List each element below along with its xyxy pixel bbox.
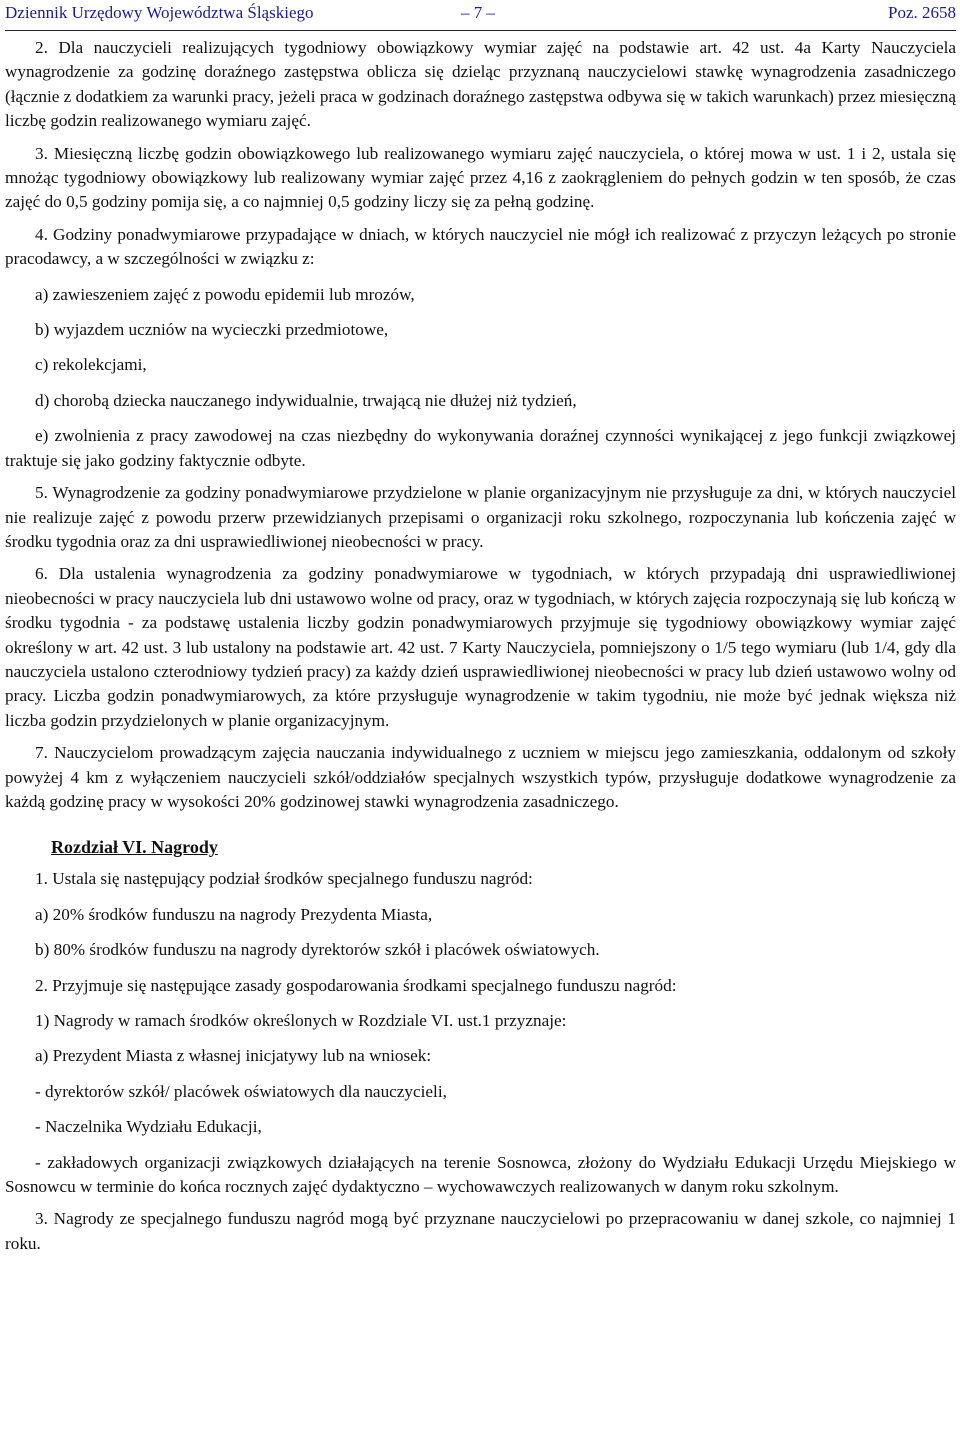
list-item-4a: a) zawieszeniem zajęć z powodu epidemii lub mrozów,: [35, 284, 415, 304]
list-item-4e: e) zwolnienia z pracy zawodowej na czas niezbędny do wykonywania doraźnej czynności wynikającej z jego funkcji związkowej traktuje się jako godziny faktycznie odbyte.: [5, 426, 956, 470]
document-body: [5, 31, 956, 1256]
journal-title: Dziennik Urzędowy Województwa Śląskiego: [5, 3, 314, 22]
chapter-dash-item-head: - Naczelnika Wydziału Edukacji,: [35, 1117, 262, 1137]
paragraph-3: 3. Miesięczną liczbę godzin obowiązkowego lub realizowanego wymiaru zajęć nauczyciela, o której mowa w ust. 1 i 2, ustala się mnożąc tygodniowy obowiązkowy lub realizowany wymiar zajęć przez 4,16 z zaokrągleniem do pełnych godzin w ten sposób, że czas zajęć do 0,5 godziny pomija się, a co najmniej 0,5 godziny liczy się za pełną godzinę.: [5, 143, 956, 212]
page-number: – 7 –: [461, 3, 495, 22]
chapter-heading: Rozdział VI. Nagrody: [51, 837, 218, 858]
list-item-4b: b) wyjazdem uczniów na wycieczki przedmiotowe,: [35, 320, 389, 340]
chapter-item-1: 1. Ustala się następujący podział środków specjalnego funduszu nagród:: [35, 869, 533, 889]
chapter-dash-item-directors: - dyrektorów szkół/ placówek oświatowych dla nauczycieli,: [35, 1081, 447, 1101]
chapter-item-2-1: 1) Nagrody w ramach środków określonych w Rozdziale VI. ust.1 przyznaje:: [35, 1011, 567, 1030]
list-item-4d: d) chorobą dziecka nauczanego indywidualnie, trwającą nie dłużej niż tydzień,: [35, 390, 577, 410]
paragraph-6: 6. Dla ustalenia wynagrodzenia za godziny ponadwymiarowe w tygodniach, w których przypadają dni usprawiedliwionej nieobecności w pracy nauczyciela lub dni ustawowo wolne od pracy, oraz w tygodniach, w których zajęcia rozpoczynają się lub kończą w środku tygodnia - za podstawę ustalenia liczby godzin ponadwymiarowych przyjmuje się tygodniowy obowiązkowy wymiar zajęć określony w art. 42 ust. 3 lub ustalony na podstawie art. 42 ust. 7 Karty Nauczyciela, pomniejszony o 1/5 tego wymiaru (lub 1/4, gdy dla nauczyciela ustalono czterodniowy tydzień pracy) za każdy dzień usprawiedliwionej nieobecności w pracy lub dzień ustawowo wolny od pracy. Liczba godzin ponadwymiarowych, za które przysługuje wynagrodzenie w takim tygodniu, nie może być jednak większa niż liczba godzin przydzielonych w planie organizacyjnym.: [5, 564, 956, 730]
paragraph-5: 5. Wynagrodzenie za godziny ponadwymiarowe przydzielone w planie organizacyjnym nie przysługuje za dni, w których nauczyciel nie realizuje zajęć z powodu przerw przewidzianych przepisami o organizacji roku szkolnego, rozpoczynania lub kończenia zajęć w środku tygodnia oraz za dni usprawiedliwionej nieobecności w pracy.: [5, 483, 956, 551]
chapter-item-2-1a: a) Prezydent Miasta z własnej inicjatywy lub na wniosek:: [35, 1046, 432, 1066]
position-number: Poz. 2658: [888, 3, 956, 22]
paragraph-7: 7. Nauczycielom prowadzącym zajęcia nauczania indywidualnego z uczniem w miejscu jego zamieszkania, oddalonym od szkoły powyżej 4 km z wyłączeniem nauczycieli szkół/oddziałów specjalnych wszystkich typów, przysługuje dodatkowe wynagrodzenie za każdą godzinę pracy w wysokości 20% godzinowej stawki wynagrodzenia zasadniczego.: [5, 743, 956, 811]
chapter-item-3: 3. Nagrody ze specjalnego funduszu nagród mogą być przyznane nauczycielowi po przepracowaniu w danej szkole, co najmniej 1 roku.: [5, 1209, 956, 1253]
list-item-4c: c) rekolekcjami,: [35, 355, 147, 375]
paragraph-4: 4. Godziny ponadwymiarowe przypadające w dniach, w których nauczyciel nie mógł ich realizować z przyczyn leżących po stronie pracodawcy, a w szczególności w związku z:: [5, 224, 956, 269]
chapter-item-1a: a) 20% środków funduszu na nagrody Prezydenta Miasta,: [35, 904, 433, 924]
chapter-item-1b: b) 80% środków funduszu na nagrody dyrektorów szkół i placówek oświatowych.: [35, 940, 600, 960]
chapter-item-2: 2. Przyjmuje się następujące zasady gospodarowania środkami specjalnego funduszu nagród:: [35, 975, 677, 995]
chapter-dash-item-unions: - zakładowych organizacji związkowych działających na terenie Sosnowca, złożony do Wydziału Edukacji Urzędu Miejskiego w Sosnowcu w terminie do końca rocznych zajęć dydaktyczno – wychowawczych realizowanych w danym roku szkolnym.: [5, 1152, 956, 1197]
paragraph-2: 2. Dla nauczycieli realizujących tygodniowy obowiązkowy wymiar zajęć na podstawie art. 42 ust. 4a Karty Nauczyciela wynagrodzenie za godzinę doraźnego zastępstwa oblicza się dzieląc przyznaną nauczycielowi stawkę wynagrodzenia zasadniczego (łącznie z dodatkiem za warunki pracy, jeżeli praca w godzinach doraźnego zastępstwa odbywa się w takich warunkach) przez miesięczną liczbę godzin realizowanego wymiaru zajęć.: [5, 38, 956, 131]
page-header: [5, 0, 956, 31]
